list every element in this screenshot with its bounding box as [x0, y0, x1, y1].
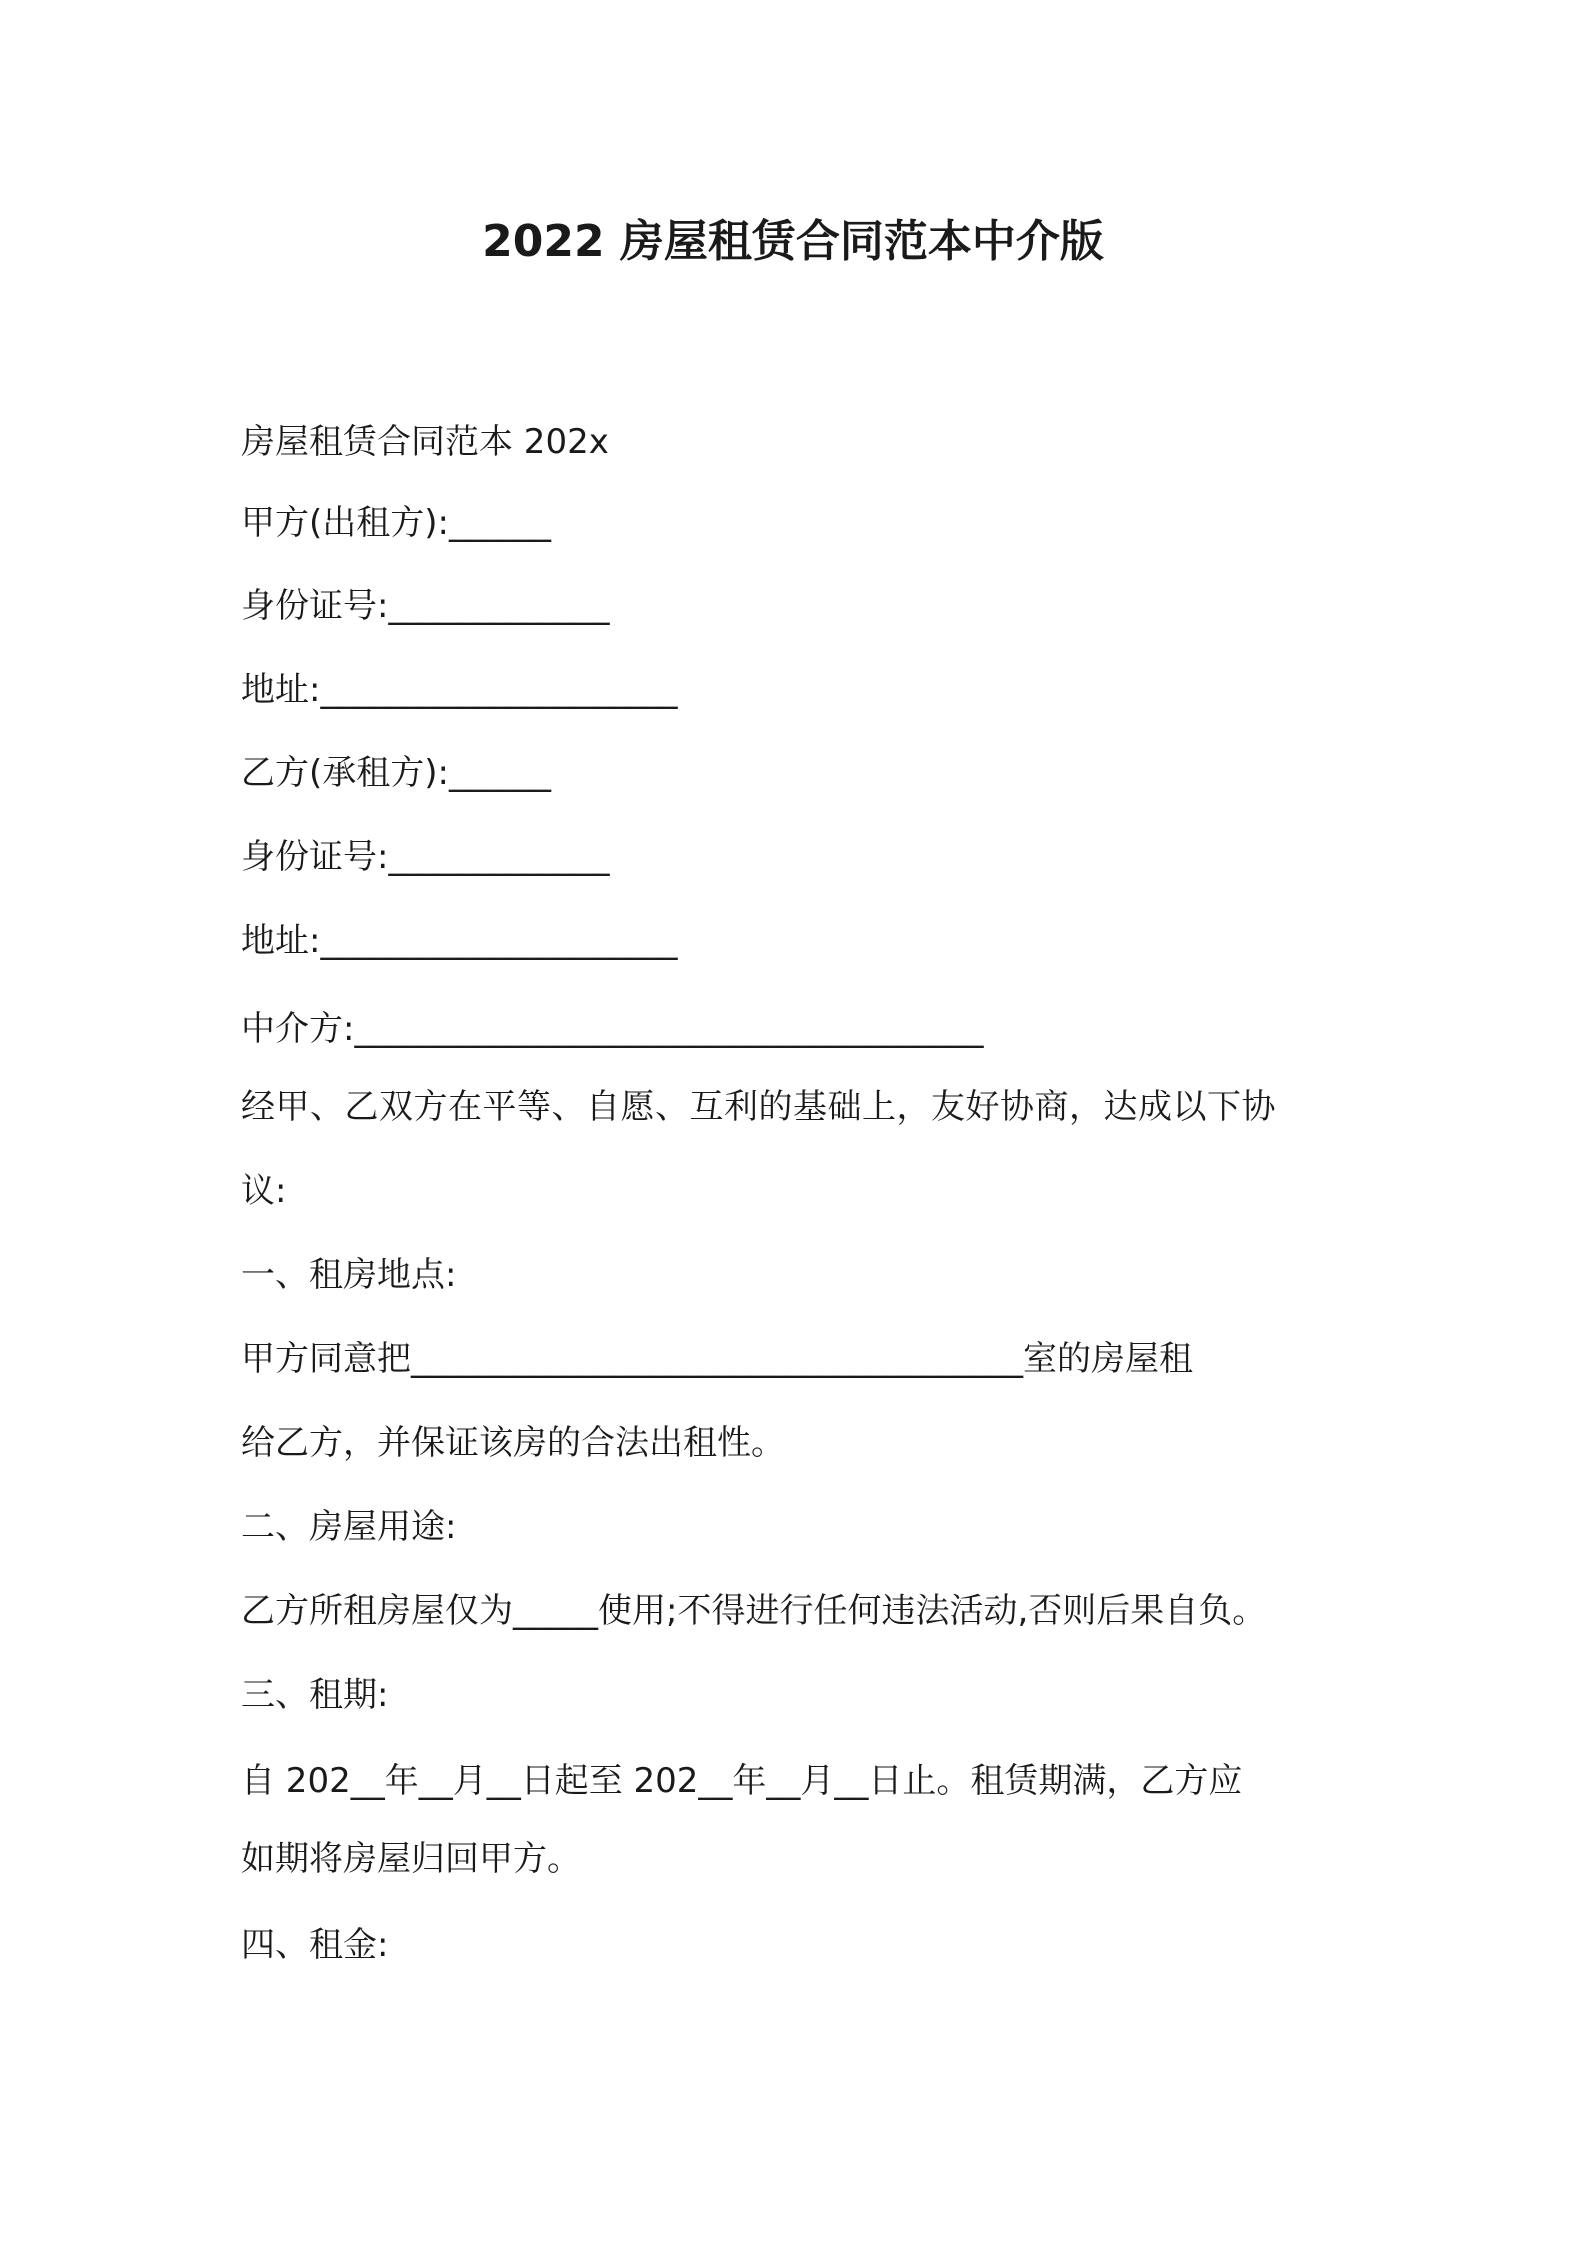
agreement-intro-line: 经甲、乙双方在平等、自愿、互利的基础上，友好协商，达成以下协 [241, 1087, 1276, 1127]
contract-subtitle: 房屋租赁合同范本 202x [241, 422, 609, 462]
document-title: 2022 房屋租赁合同范本中介版 [482, 216, 1104, 267]
section-heading-usage: 二、房屋用途: [241, 1507, 457, 1547]
party-b-address-field: 地址:_____________________ [241, 921, 678, 961]
section-heading-term: 三、租期: [241, 1675, 389, 1715]
agency-field: 中介方:_____________________________________ [241, 1009, 984, 1049]
location-clause-line: 甲方同意把____________________________________室的房屋租 [241, 1339, 1193, 1379]
party-a-address-field: 地址:_____________________ [241, 670, 678, 710]
party-a-id-field: 身份证号:_____________ [241, 586, 610, 626]
term-clause-continued: 如期将房屋归回甲方。 [241, 1839, 581, 1879]
section-heading-location: 一、租房地点: [241, 1255, 457, 1295]
party-a-field: 甲方(出租方):______ [241, 503, 551, 543]
term-clause-line: 自 202__年__月__日起至 202__年__月__日止。租赁期满，乙方应 [241, 1761, 1243, 1801]
agreement-intro-continued: 议: [241, 1171, 287, 1211]
usage-clause: 乙方所租房屋仅为_____使用;不得进行任何违法活动,否则后果自负。 [241, 1591, 1267, 1631]
party-b-field: 乙方(承租方):______ [241, 753, 551, 793]
section-heading-rent: 四、租金: [241, 1925, 389, 1965]
party-b-id-field: 身份证号:_____________ [241, 837, 610, 877]
location-clause-continued: 给乙方，并保证该房的合法出租性。 [241, 1423, 785, 1463]
